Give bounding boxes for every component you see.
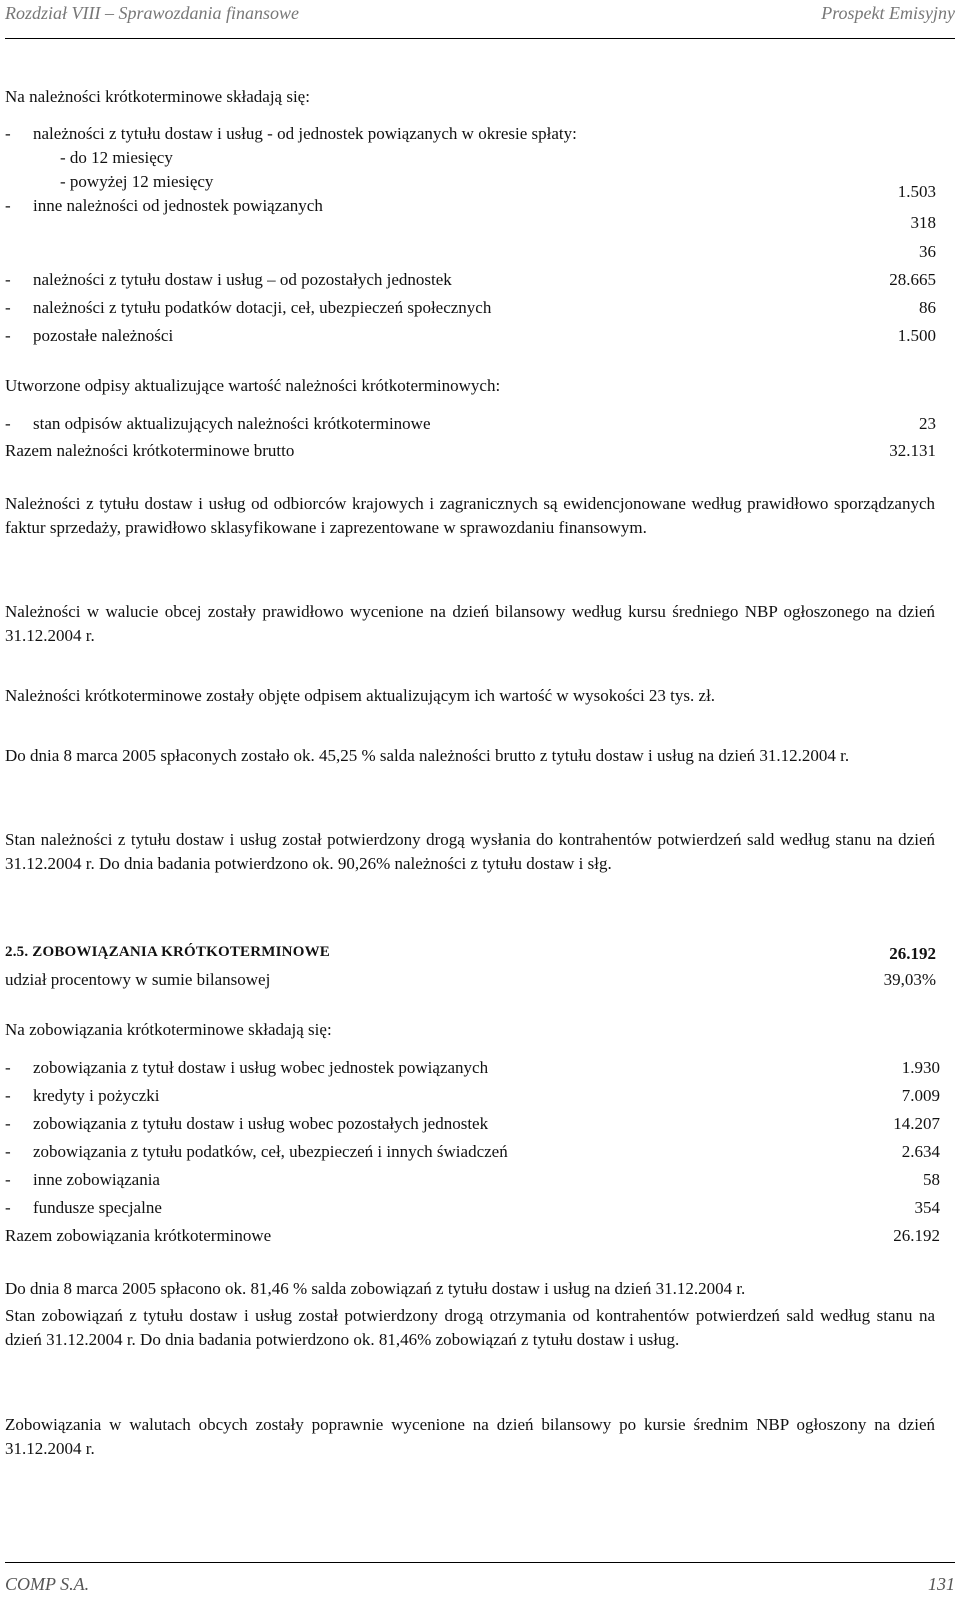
liabilities-item: - zobowiązania z tytułu podatków, ceł, ubezpieczeń i innych świadczeń xyxy=(5,1142,508,1161)
liabilities-heading: 2.5. ZOBOWIĄZANIA KRÓTKOTERMINOWE xyxy=(5,944,330,960)
receivables-paragraph-3: Należności krótkoterminowe zostały objęte odpisem aktualizującym ich wartość w wysokości 23 tys. zł. xyxy=(5,686,716,705)
receivables-item-up-to-12m: - do 12 miesięcy xyxy=(60,148,173,167)
liabilities-title: Na zobowiązania krótkoterminowe składają się: xyxy=(5,1020,332,1039)
receivables-paragraph-4: Do dnia 8 marca 2005 spłaconych zostało ok. 45,25 % salda należności brutto z tytułu dostaw i usług na dzień 31.12.2004 r. xyxy=(5,746,850,765)
receivables-paragraph-5: Stan należności z tytułu dostaw i usług został potwierdzony drogą wysłania do kontrahentów potwierdzeń sald według stanu na dzień 31.12.2004 r. Do dnia badania potwierdzono ok. 90,26% należności z tytułu dostaw i słg. xyxy=(5,830,935,873)
liabilities-paragraph-2: Stan zobowiązań z tytułu dostaw i usług został potwierdzony drogą otrzymania od kontrahentów potwierdzeń sald według stanu na dzień 31.12.2004 r. Do dnia badania potwierdzono ok. 81,46% zobowiązań z tytułu dostaw i usług. xyxy=(5,1306,935,1349)
receivables-value-3: 36 xyxy=(919,242,936,261)
liabilities-item: - zobowiązania z tytułu dostaw i usług wobec pozostałych jednostek xyxy=(5,1114,489,1133)
receivables-value-1: 1.503 xyxy=(897,182,936,201)
footer-rule xyxy=(5,1562,955,1563)
receivables-item-trade-other: - należności z tytułu dostaw i usług – od pozostałych jednostek xyxy=(5,270,452,289)
page-footer xyxy=(0,1562,960,1601)
liabilities-item: - fundusze specjalne xyxy=(5,1198,162,1217)
receivables-item-over-12m: - powyżej 12 miesięcy xyxy=(60,172,214,191)
header-rule xyxy=(5,38,955,39)
allowances-item: - stan odpisów aktualizujących należności krótkoterminowe xyxy=(5,414,431,433)
liabilities-total-value: 26.192 xyxy=(893,1226,940,1245)
receivables-title: Na należności krótkoterminowe składają się: xyxy=(5,87,310,106)
receivables-value-4: 28.665 xyxy=(889,270,936,289)
header-document-title: Prospekt Emisyjny xyxy=(821,3,955,23)
liabilities-item: - kredyty i pożyczki xyxy=(5,1086,160,1105)
liabilities-share-value: 39,03% xyxy=(883,970,936,989)
liabilities-item-value: 7.009 xyxy=(901,1086,940,1105)
page-header xyxy=(0,0,960,40)
receivables-total-label: Razem należności krótkoterminowe brutto xyxy=(5,441,295,460)
receivables-paragraph-1: Należności z tytułu dostaw i usług od odbiorców krajowych i zagranicznych są ewidencjonowane według prawidłowo sporządzanych faktur sprzedaży, prawidłowo sklasyfikowane i zaprezentowane w sprawozdaniu finansowym. xyxy=(5,494,935,537)
liabilities-paragraph-3: Zobowiązania w walutach obcych zostały poprawnie wycenione na dzień bilansowy po kursie średnim NBP ogłoszony na dzień 31.12.2004 r. xyxy=(5,1415,935,1458)
liabilities-item-value: 1.930 xyxy=(901,1058,940,1077)
liabilities-item-value: 2.634 xyxy=(901,1142,940,1161)
liabilities-share-label: udział procentowy w sumie bilansowej xyxy=(5,970,271,989)
receivables-value-2: 318 xyxy=(910,213,936,232)
liabilities-item-value: 14.207 xyxy=(893,1114,940,1133)
allowances-value: 23 xyxy=(919,414,936,433)
liabilities-paragraph-1: Do dnia 8 marca 2005 spłacono ok. 81,46 % salda zobowiązań z tytułu dostaw i usług na dzień 31.12.2004 r. xyxy=(5,1279,746,1298)
allowances-title: Utworzone odpisy aktualizujące wartość należności krótkoterminowych: xyxy=(5,376,501,395)
liabilities-item-value: 58 xyxy=(923,1170,940,1189)
liabilities-heading-value: 26.192 xyxy=(889,944,936,963)
receivables-item-taxes: - należności z tytułu podatków dotacji, ceł, ubezpieczeń społecznych xyxy=(5,298,492,317)
liabilities-item: - inne zobowiązania xyxy=(5,1170,160,1189)
liabilities-item-value: 354 xyxy=(914,1198,940,1217)
liabilities-total-label: Razem zobowiązania krótkoterminowe xyxy=(5,1226,272,1245)
receivables-item-other: - pozostałe należności xyxy=(5,326,174,345)
receivables-value-6: 1.500 xyxy=(897,326,936,345)
receivables-item-related: - należności z tytułu dostaw i usług - od jednostek powiązanych w okresie spłaty: xyxy=(5,124,577,143)
page-number: 131 xyxy=(928,1574,955,1594)
header-chapter-title: Rozdział VIII – Sprawozdania finansowe xyxy=(5,3,300,23)
receivables-paragraph-2: Należności w walucie obcej zostały prawidłowo wycenione na dzień bilansowy według kursu średniego NBP ogłoszonego na dzień 31.12.2004 r. xyxy=(5,602,935,645)
liabilities-item: - zobowiązania z tytuł dostaw i usług wobec jednostek powiązanych xyxy=(5,1058,489,1077)
footer-company: COMP S.A. xyxy=(5,1574,90,1594)
receivables-item-other-related: - inne należności od jednostek powiązanych xyxy=(5,196,323,215)
receivables-total-value: 32.131 xyxy=(889,441,936,460)
receivables-value-5: 86 xyxy=(919,298,936,317)
